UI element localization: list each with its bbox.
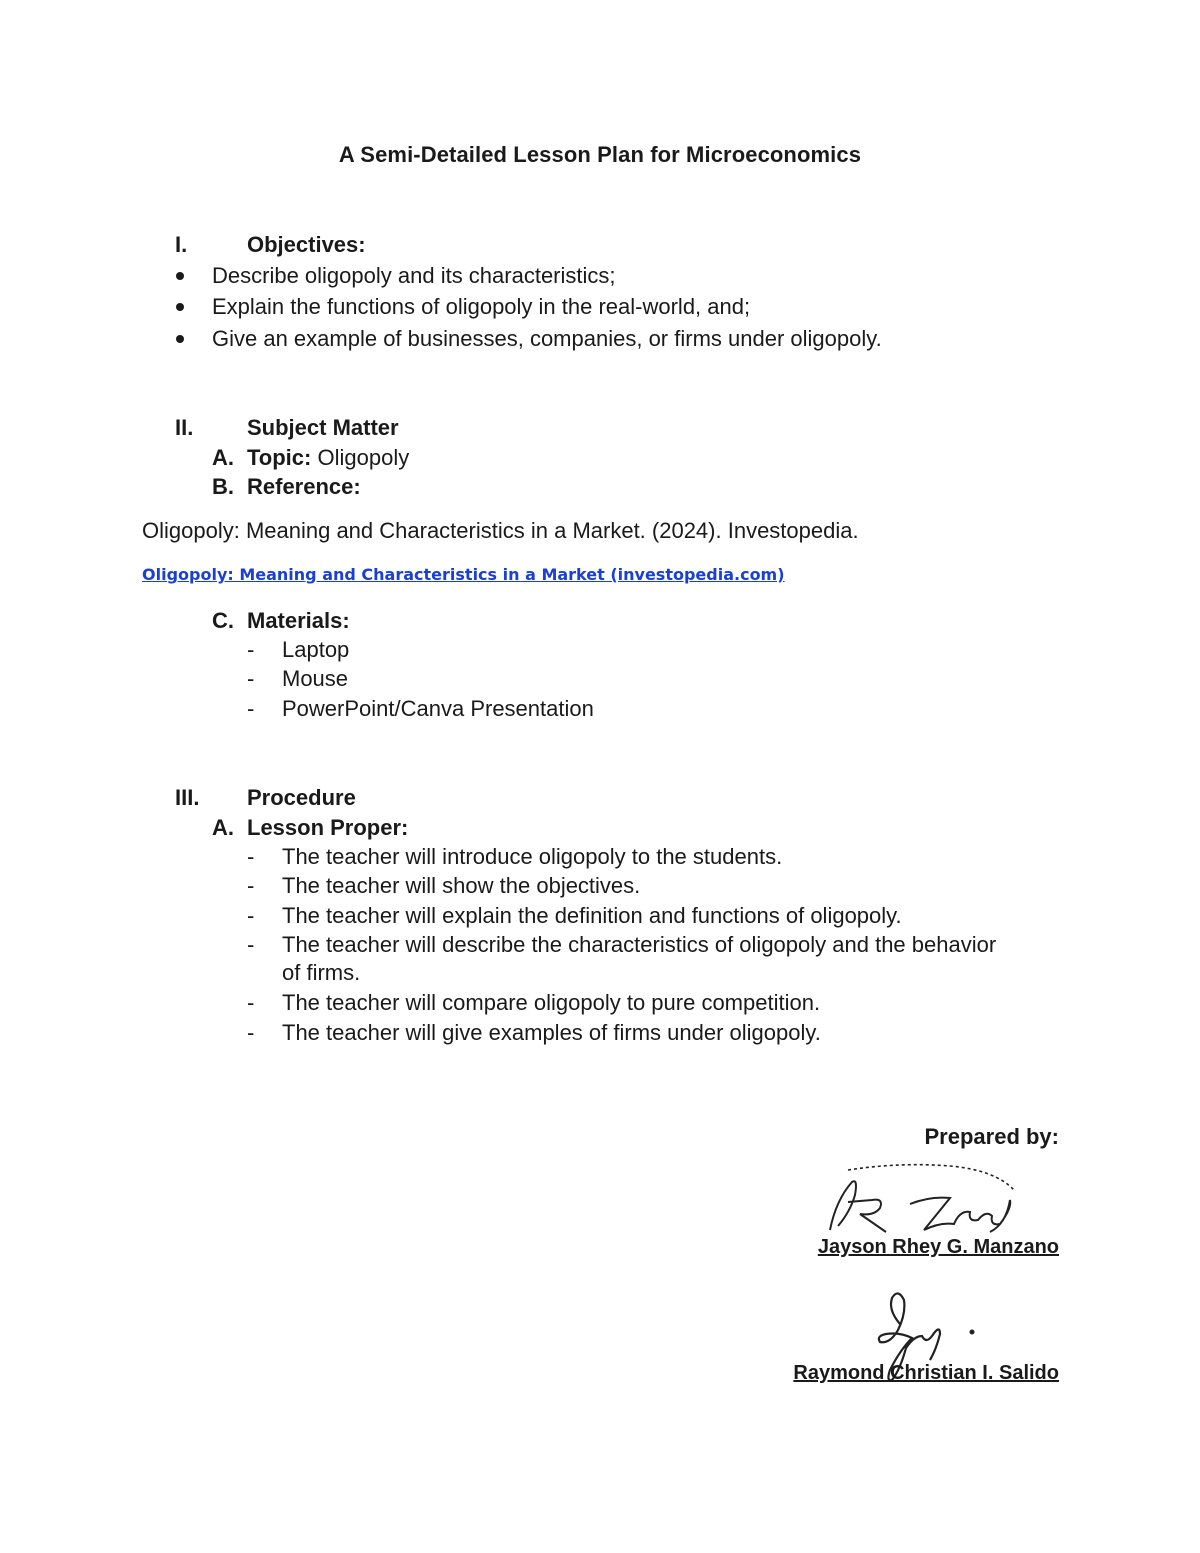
document-title: A Semi-Detailed Lesson Plan for Microeconomics — [338, 142, 862, 167]
reference-letter: B. — [212, 474, 234, 499]
materials-letter: C. — [212, 608, 234, 633]
dash-marker: - — [247, 990, 255, 1015]
dash-marker: - — [247, 1020, 255, 1045]
topic-line — [247, 445, 409, 471]
signer-1-name: Jayson Rhey G. Manzano — [817, 1236, 1059, 1258]
dash-marker: - — [247, 696, 255, 721]
objective-item: Describe oligopoly and its characteristics; — [212, 263, 616, 288]
dash-marker: - — [247, 844, 255, 869]
topic-letter: A. — [212, 445, 234, 470]
dash-marker: - — [247, 932, 255, 957]
section-3-heading: Procedure — [247, 785, 356, 810]
lesson-proper-letter: A. — [212, 815, 234, 840]
section-2-heading: Subject Matter — [247, 415, 399, 440]
objective-item: Explain the functions of oligopoly in the real-world, and; — [212, 294, 751, 319]
section-3-numeral: III. — [175, 785, 200, 810]
dash-marker: - — [247, 903, 255, 928]
objective-item: Give an example of businesses, companies, or firms under oligopoly. — [212, 326, 882, 351]
procedure-item: The teacher will introduce oligopoly to the students. — [282, 844, 783, 869]
section-1-heading: Objectives: — [247, 232, 366, 257]
dash-marker: - — [247, 873, 255, 898]
dash-marker: - — [247, 666, 255, 691]
reference-link[interactable]: Oligopoly: Meaning and Characteristics in a Market (investopedia.com) — [142, 565, 785, 584]
section-1-numeral: I. — [175, 232, 188, 257]
procedure-item: The teacher will give examples of firms under oligopoly. — [282, 1020, 821, 1045]
signer-2-name: Raymond Christian I. Salido — [793, 1362, 1059, 1384]
bullet-icon — [176, 272, 184, 280]
lesson-proper-label: Lesson Proper: — [247, 815, 409, 840]
procedure-item-continuation: of firms. — [282, 960, 361, 985]
reference-label: Reference: — [247, 474, 361, 499]
procedure-item: The teacher will explain the definition and functions of oligopoly. — [282, 903, 902, 928]
topic-value: Oligopoly — [317, 445, 410, 470]
material-item: PowerPoint/Canva Presentation — [282, 696, 594, 721]
materials-label: Materials: — [247, 608, 350, 633]
bullet-icon — [176, 335, 184, 343]
bullet-icon — [176, 303, 184, 311]
reference-citation: Oligopoly: Meaning and Characteristics in a Market. (2024). Investopedia. — [142, 518, 859, 543]
procedure-item: The teacher will describe the characteristics of oligopoly and the behavior — [282, 932, 997, 957]
prepared-by-label: Prepared by: — [924, 1124, 1059, 1149]
procedure-item: The teacher will show the objectives. — [282, 873, 641, 898]
procedure-item: The teacher will compare oligopoly to pure competition. — [282, 990, 821, 1015]
material-item: Mouse — [282, 666, 349, 691]
section-2-numeral: II. — [175, 415, 194, 440]
dash-marker: - — [247, 637, 255, 662]
material-item: Laptop — [282, 637, 350, 662]
topic-label: Topic: — [247, 445, 312, 470]
